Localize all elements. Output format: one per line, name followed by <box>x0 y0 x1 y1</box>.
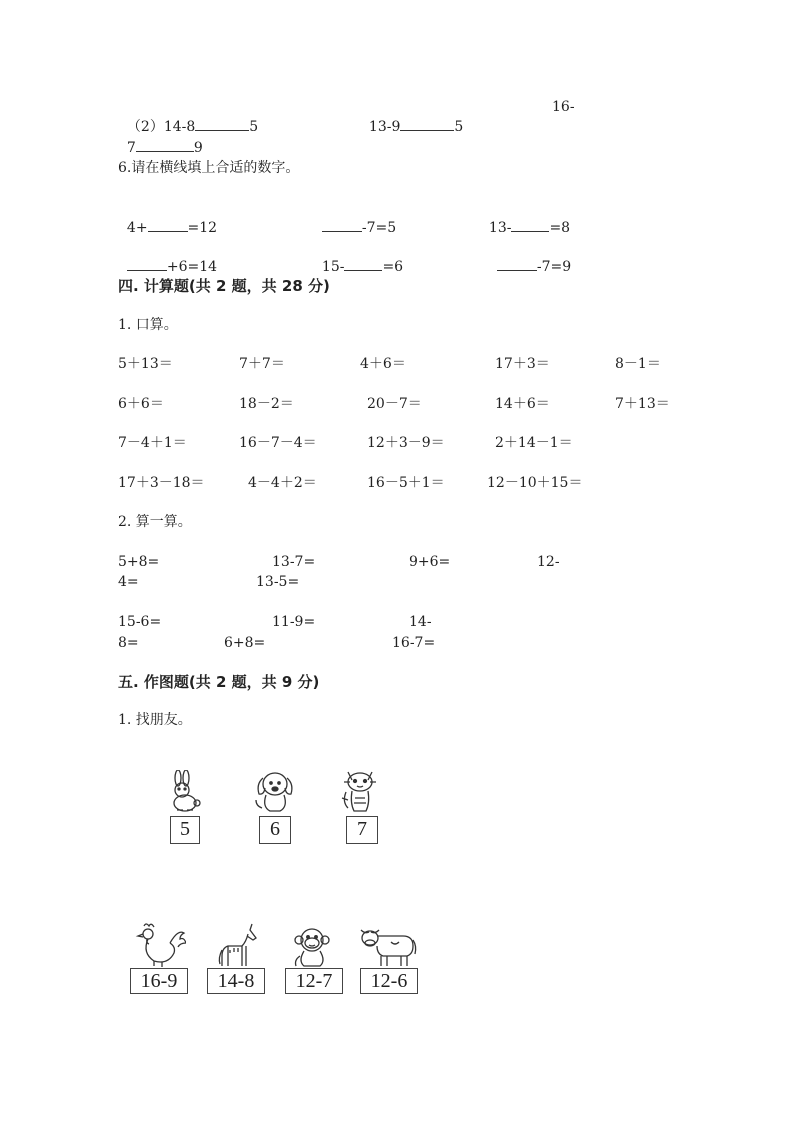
oral-calc-item: 8－1＝ <box>615 356 661 372</box>
expression-box: 16-9 <box>130 968 188 994</box>
calc-item: 13-5= <box>256 574 300 590</box>
s4-q1-title: 1. 口算。 <box>118 317 178 333</box>
answer-blank[interactable] <box>127 256 167 271</box>
oral-calc-item: 14＋6＝ <box>495 396 550 412</box>
oral-calc-item: 16－7－4＝ <box>239 435 317 451</box>
rabbit-icon <box>163 770 205 814</box>
oral-calc-item: 6＋6＝ <box>118 396 164 412</box>
expression-box: 14-8 <box>207 968 265 994</box>
cat-icon <box>338 768 382 814</box>
q5-p2-b: 13-9 5 <box>360 98 463 136</box>
answer-blank[interactable] <box>400 116 454 131</box>
cow-icon <box>357 924 419 968</box>
calc-item: 9+6= <box>409 554 451 570</box>
calc-item: 13-7= <box>272 554 316 570</box>
calc-item: 11-9= <box>272 614 316 630</box>
section-5-title: 五. 作图题(共 2 题，共 9 分) <box>118 673 320 691</box>
oral-calc-item: 2＋14－1＝ <box>495 435 573 451</box>
oral-calc-item: 5＋13＝ <box>118 356 173 372</box>
q6-r2-b: 15- =6 <box>313 238 403 276</box>
q6-r2-c: -7=9 <box>488 238 571 276</box>
s4-q2-title: 2. 算一算。 <box>118 514 192 530</box>
section-4-title: 四. 计算题(共 2 题，共 28 分) <box>118 277 330 295</box>
answer-blank[interactable] <box>511 217 549 232</box>
oral-calc-item: 17＋3＝ <box>495 356 550 372</box>
q5-p2-c-head: 16- <box>552 99 575 115</box>
monkey-icon <box>290 926 334 968</box>
oral-calc-item: 4－4＋2＝ <box>248 475 317 491</box>
oral-calc-item: 7＋13＝ <box>615 396 670 412</box>
calc-item: 6+8= <box>224 635 266 651</box>
oral-calc-item: 17＋3－18＝ <box>118 475 205 491</box>
rooster-icon <box>134 922 186 968</box>
q6-title: 6.请在横线填上合适的数字。 <box>118 160 300 176</box>
oral-calc-item: 18－2＝ <box>239 396 294 412</box>
q6-r1-a: 4+ =12 <box>118 199 217 237</box>
answer-blank[interactable] <box>322 217 362 232</box>
number-box: 6 <box>259 816 291 844</box>
oral-calc-item: 4＋6＝ <box>360 356 406 372</box>
calc-item: 15-6= <box>118 614 162 630</box>
horse-icon <box>216 920 262 968</box>
answer-blank[interactable] <box>148 217 188 232</box>
calc-item: 12- <box>537 554 560 570</box>
oral-calc-item: 16－5＋1＝ <box>367 475 445 491</box>
answer-blank[interactable] <box>344 256 382 271</box>
answer-blank[interactable] <box>136 137 194 152</box>
oral-calc-item: 12－10＋15＝ <box>487 475 583 491</box>
calc-item: 8= <box>118 635 139 651</box>
oral-calc-item: 7－4＋1＝ <box>118 435 187 451</box>
calc-item: 5+8= <box>118 554 160 570</box>
oral-calc-item: 7＋7＝ <box>239 356 285 372</box>
q5-p2-c-line2: 7 9 <box>118 119 203 157</box>
q6-r2-a: +6=14 <box>118 238 217 276</box>
q5-part2-line1: （2）14-8 5 <box>118 98 258 136</box>
calc-item: 16-7= <box>392 635 436 651</box>
puppy-icon <box>252 768 298 814</box>
answer-blank[interactable] <box>497 256 537 271</box>
number-box: 7 <box>346 816 378 844</box>
q6-r1-c: 13- =8 <box>480 199 570 237</box>
expression-box: 12-7 <box>285 968 343 994</box>
q5-p2-prefix: （2）14-8 <box>126 119 196 135</box>
oral-calc-item: 12＋3－9＝ <box>367 435 445 451</box>
answer-blank[interactable] <box>195 116 249 131</box>
calc-item: 14- <box>409 614 432 630</box>
oral-calc-item: 20－7＝ <box>367 396 422 412</box>
s5-q1-title: 1. 找朋友。 <box>118 712 192 728</box>
q6-r1-b: -7=5 <box>313 199 396 237</box>
number-box: 5 <box>170 816 200 844</box>
expression-box: 12-6 <box>360 968 418 994</box>
calc-item: 4= <box>118 574 139 590</box>
